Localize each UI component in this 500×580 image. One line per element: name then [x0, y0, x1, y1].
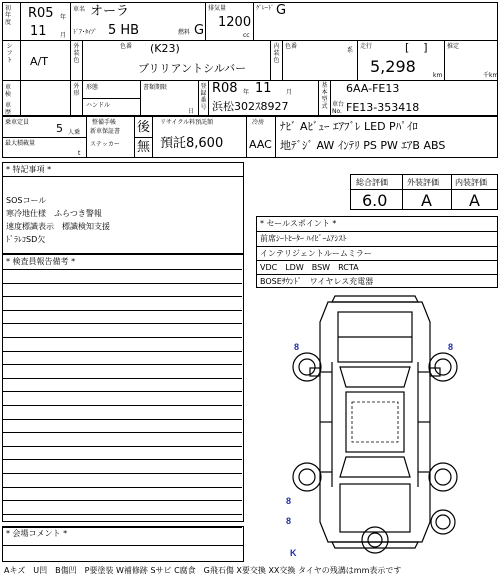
base-value: 6AA-FE13: [346, 82, 400, 95]
selling-line-3: VDC LDW BSW RCTA: [260, 263, 359, 272]
chassis-label: 車台No.: [332, 101, 345, 115]
ext-score-value: A: [421, 191, 432, 210]
doc-month: 月: [286, 89, 293, 96]
inspector-title: * 検査員報告備考 *: [6, 257, 76, 266]
special-line-2: 寒冷地仕様 ふらつき警報: [6, 209, 102, 218]
doors-label: ﾄﾞｱ･ﾀｲﾌﾟ: [73, 29, 98, 36]
form-label2: 形態: [86, 84, 99, 91]
sticker-label: ステッカー: [90, 141, 120, 148]
capacity-label: 乗車定員: [5, 119, 30, 126]
handle-label: ハンドル: [86, 102, 111, 109]
base-label: 基本型式: [321, 82, 328, 110]
chassis-value: FE13-353418: [346, 101, 420, 114]
special-title: * 特記事項 *: [6, 165, 52, 174]
damage-mark-k: K: [290, 548, 297, 558]
history-label: 車歴: [5, 102, 12, 116]
fuel-label: 燃料: [178, 29, 191, 36]
selling-title: * セールスポイント *: [260, 219, 337, 228]
maint-mark2: 無: [137, 140, 151, 155]
color-code: (K23): [150, 42, 180, 55]
int-color-code-label: 色番: [285, 43, 298, 50]
load-label: 最大積載量: [5, 140, 36, 147]
doc-year: 年: [243, 89, 250, 96]
overall-label: 総合評価: [356, 178, 388, 187]
aircon-label: 冷房: [252, 119, 265, 126]
doc-month-value: 11: [255, 81, 272, 96]
fuel-value: G: [194, 23, 205, 38]
ext-color-label: 外装色: [73, 43, 80, 64]
recycle-value: 預託8,600: [160, 136, 224, 151]
tread-mark-rr: 8: [286, 516, 292, 526]
month-value: 11: [30, 24, 47, 39]
year-label: 初年度: [5, 5, 12, 26]
special-line-1: SOSコール: [6, 196, 47, 205]
selling-line-4: BOSEｻｳﾝﾄﾞ ワイヤレス充電器: [260, 277, 374, 286]
overall-value: 6.0: [362, 191, 388, 210]
mileage-unit: km: [433, 72, 443, 79]
tread-mark-fl: 8: [294, 342, 300, 352]
doors-type: 5 HB: [108, 23, 140, 38]
inspector-ruled-lines: [2, 269, 242, 541]
shaken-label: 車検: [5, 84, 12, 98]
load-unit: t: [78, 150, 81, 157]
grade-label: ｸﾞﾚｰﾄﾞ: [256, 5, 275, 12]
car-name: オーラ: [90, 4, 130, 19]
displacement-unit: cc: [243, 32, 250, 39]
int-score-label: 内装評価: [455, 178, 487, 187]
doc-value: R08: [212, 81, 238, 96]
recycle-label: リサイクル料預託額: [160, 119, 214, 126]
maint-label: 整備手帳: [92, 119, 117, 126]
grade-value: G: [276, 3, 287, 18]
shift-value: A/T: [30, 55, 48, 68]
aircon-value: AAC: [249, 138, 272, 151]
day-label: 日: [188, 108, 195, 115]
int-score-value: A: [469, 191, 480, 210]
special-line-4: ﾄﾞﾗﾚｺSD欠: [6, 235, 46, 244]
special-line-3: 速度標識表示 標識検知支援: [6, 222, 110, 231]
equip-line1: ﾅﾋﾞ Aﾋﾞｭｰ ｴｱﾌﾞﾚ LED Pﾊﾟｲﾛ: [280, 120, 418, 133]
displacement-value: 1200: [218, 15, 252, 30]
int-color-suffix: 系: [347, 47, 354, 54]
car-name-label: 車名: [73, 6, 86, 13]
tread-mark-rl: 8: [286, 496, 292, 506]
legend-text: Aキズ U凹 B傷凹 P要塗装 W補修跡 Sサビ C腐食 G飛石傷 X要交換 XX交換 タイヤの残溝はmm表示です: [4, 566, 402, 575]
year-value: R05: [28, 6, 54, 21]
maint-label2: 新車保証書: [90, 128, 121, 135]
capacity-value: 5: [56, 122, 63, 135]
tread-mark-fr: 8: [448, 342, 454, 352]
capacity-unit: 人乗: [68, 129, 81, 136]
ext-score-label: 外装評価: [407, 178, 439, 187]
maint-mark: 後: [137, 120, 151, 135]
color-name: ブリリアントシルバー: [138, 62, 247, 75]
plate-label: 登録番号: [200, 83, 207, 111]
doc-label: 書類期限: [143, 84, 168, 91]
mileage-label: 走行: [360, 43, 373, 50]
selling-line-2: インテリジェントルームミラー: [260, 249, 372, 258]
plate-value: 浜松302ｽ8927: [212, 100, 289, 113]
year-suffix: 年: [60, 14, 67, 21]
color-code-label: 色番: [120, 43, 133, 50]
shift-label: シフト: [6, 43, 13, 64]
displacement-label: 排気量: [208, 5, 227, 12]
mileage-value: 5,298: [370, 57, 416, 76]
mileage-bracket: [ ]: [405, 41, 428, 54]
equip-line2: 地ﾃﾞｼﾞ AW ｲﾝﾃﾘ PS PW ｴｱB ABS: [280, 139, 446, 152]
car-diagram: [280, 292, 470, 562]
form-label: 外形: [73, 83, 80, 97]
month-suffix: 月: [60, 32, 67, 39]
selling-line-1: 前席ｼｰﾄﾋｰﾀｰ ﾊｲﾋﾞｰﾑｱｼｽﾄ: [260, 234, 347, 243]
assess-unit: 千km: [483, 72, 499, 79]
int-color-label: 内装色: [273, 43, 280, 64]
assess-label: 推定: [447, 43, 460, 50]
venue-title: * 会場コメント *: [6, 529, 68, 538]
